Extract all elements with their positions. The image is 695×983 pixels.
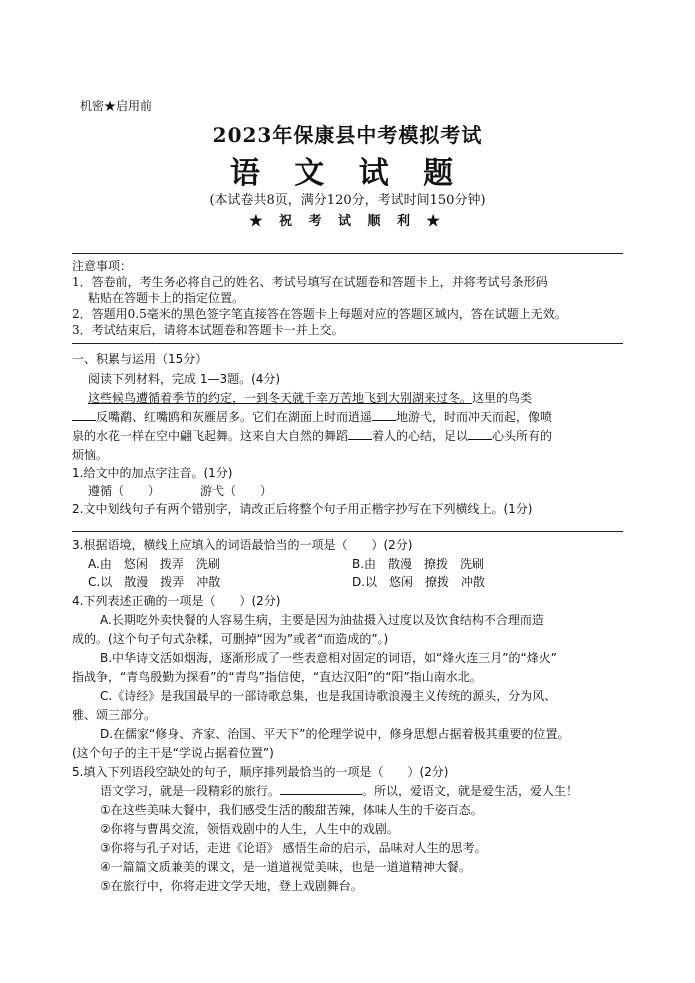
passage-line-1: 这些候鸟遭循着季节的约定，一到冬天就千幸万苦地飞到大别湖来过冬。这里的鸟类 xyxy=(88,391,533,405)
question-2: 2.文中划线句子有两个错别字，请改正后将整个句子用正楷字抄写在下列横线上。(1分) xyxy=(72,502,533,516)
q3-option-b: B.由 散漫 撩拨 洗刷 xyxy=(352,557,485,571)
q3-option-c: C.以 散漫 拨弄 冲散 xyxy=(88,575,221,589)
fill-blank-2 xyxy=(372,410,396,421)
q4-option-c-1: C.《诗经》是我国最早的一部诗歌总集，也是我国诗歌浪漫主义传统的源头，分为风、 xyxy=(100,689,557,703)
q4-option-a-1: A.长期吃外卖快餐的人容易生病，主要是因为油盐摄入过度以及饮食结构不合理而造 xyxy=(100,613,544,627)
q5-sentence-5: ⑤在旅行中，你将走进文学天地，登上戏剧舞台。 xyxy=(100,879,363,893)
good-luck-wish: ★ 祝 考 试 顺 利 ★ xyxy=(249,214,446,229)
passage-line-2: 反嘴鹬、红嘴鸥和灰雁居多。它们在湖面上时而逍遥 地游弋，时而冲天而起，像喷 xyxy=(72,408,552,426)
q5-sentence-1: ①在这些美味大餐中，我们感受生活的酸甜苦辣，体味人生的千姿百态。 xyxy=(100,803,483,817)
underlined-sentence: 这些候鸟遭循着季节的约定，一到冬天就千幸万苦地飞到大别湖来过冬。 xyxy=(88,391,473,405)
q5-sentence-2: ②你将与曹禺交流，领悟戏剧中的人生，人生中的戏剧。 xyxy=(100,822,399,836)
q3-option-a: A.由 悠闲 拨弄 洗刷 xyxy=(88,557,220,571)
question-5: 5.填入下列语段空缺处的句子，顺序排列最恰当的一项是（ ）(2分) xyxy=(72,765,449,779)
note-1a: 1．答卷前，考生务必将自己的姓名、考试号填写在试题卷和答题卡上，并将考试号条形码 xyxy=(72,275,548,289)
fill-blank-1 xyxy=(72,410,96,421)
question-4: 4.下列表述正确的一项是（ ）(2分) xyxy=(72,594,281,608)
section1-heading: 一、积累与运用（15分） xyxy=(72,352,208,366)
fill-blank-5 xyxy=(280,784,362,795)
exam-title: 2023年保康县中考模拟考试 xyxy=(212,123,483,147)
answer-line xyxy=(72,531,623,532)
q5-sentence-3: ③你将与孔子对话，走进《论语》 感悟生命的启示，品味对人生的思考。 xyxy=(100,841,487,855)
subject-title: 语 文 试 题 xyxy=(229,156,466,191)
note-2: 2．答题用0.5毫米的黑色签字笔直接答在答题卡上每题对应的答题区域内，答在试题上无效。 xyxy=(72,307,567,321)
divider-top xyxy=(72,253,623,254)
question-3: 3.根据语境，横线上应填入的词语最恰当的一项是（ ）(2分) xyxy=(72,538,413,552)
q3-option-d: D.以 悠闲 撩拨 冲散 xyxy=(352,575,486,589)
q4-option-b-1: B.中华诗文活如烟海，逐渐形成了一些表意相对固定的词语，如“烽火连三月”的“烽火” xyxy=(100,651,557,665)
pinyin-blank-b: 游弋（ ） xyxy=(200,484,273,498)
notes-heading: 注意事项： xyxy=(72,259,133,273)
q4-option-d-2: (这个句子的主干是“学说占据着位置”) xyxy=(72,746,274,760)
note-3: 3．考试结束后，请将本试题卷和答题卡一并上交。 xyxy=(72,323,344,337)
exam-info: (本试卷共8页，满分120分，考试时间150分钟) xyxy=(209,193,486,208)
reading-intro: 阅读下列材料，完成 1—3题。(4分) xyxy=(88,372,281,386)
q4-option-c-2: 雅、颂三部分。 xyxy=(72,708,157,722)
question-1-options xyxy=(88,482,272,500)
q4-option-a-2: 成的。(这个句子句式杂糅，可删掉“因为”或者“而造成的”。) xyxy=(72,632,389,646)
q4-option-b-2: 指战争，“青鸟殷勤为探看”的“青鸟”指信使，“直达汉阳”的“阳”指山南水北。 xyxy=(72,670,482,684)
q5-lead: 语文学习，就是一段精彩的旅行。 。所以，爱语文，就是爱生活，爱人生！ xyxy=(100,784,579,798)
question-1: 1.给文中的加点字注音。(1分) xyxy=(72,466,233,480)
fill-blank-4 xyxy=(468,429,492,440)
divider-notes xyxy=(72,343,623,344)
note-1b: 粘贴在答题卡上的指定位置。 xyxy=(88,291,245,305)
fill-blank-3 xyxy=(348,429,372,440)
confidential-label: 机密★启用前 xyxy=(80,99,153,113)
passage-line-4: 烦恼。 xyxy=(72,448,109,462)
passage-line-3: 泉的水花一样在空中翩飞起舞。这来自大自然的舞蹈 着人的心结，足以 心头所有的 xyxy=(72,429,553,443)
pinyin-blank-a: 遵循（ ） xyxy=(88,484,161,498)
q5-sentence-4: ④一篇篇文质兼美的课文，是一道道视觉美味，也是一道道精神大餐。 xyxy=(100,860,471,874)
q4-option-d-1: D.在儒家“修身、齐家、治国、平天下”的伦理学说中，修身思想占据着极其重要的位置。 xyxy=(100,727,570,741)
